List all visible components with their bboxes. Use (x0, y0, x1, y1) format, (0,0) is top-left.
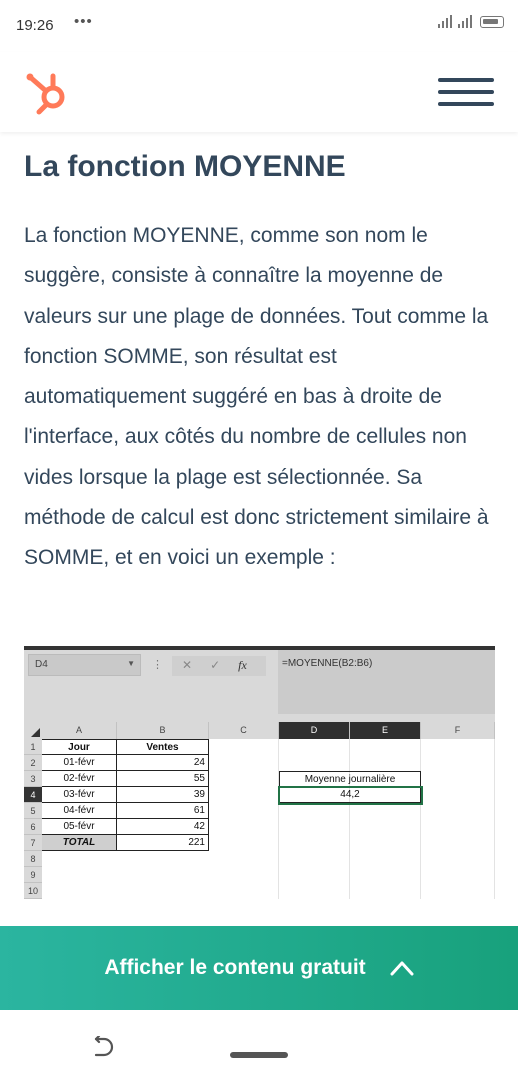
result-label-cell: Moyenne journalière (279, 771, 421, 787)
cta-label: Afficher le contenu gratuit (104, 956, 366, 979)
row-header: 10 (24, 883, 42, 899)
column-header: C (209, 722, 279, 739)
spreadsheet-grid (24, 722, 495, 928)
back-icon[interactable] (92, 1036, 114, 1058)
empty-column (209, 739, 279, 899)
system-nav-bar (0, 1010, 518, 1080)
status-bar (0, 0, 518, 52)
row-header: 5 (24, 803, 42, 819)
table-cell: 39 (117, 787, 209, 803)
table-total-label: TOTAL (42, 835, 117, 851)
empty-column (350, 739, 421, 899)
fx-icon: fx (238, 658, 247, 672)
table-cell: 02-févr (42, 771, 117, 787)
chevron-down-icon: ▼ (127, 659, 135, 668)
row-header: 6 (24, 819, 42, 835)
table-cell: 04-févr (42, 803, 117, 819)
status-time: 19:26 (16, 17, 54, 34)
formula-buttons (172, 656, 266, 676)
hubspot-sprocket-icon[interactable] (24, 67, 72, 115)
battery-icon (480, 16, 504, 28)
table-cell: 42 (117, 819, 209, 835)
free-content-cta-button[interactable] (0, 926, 518, 1010)
check-icon: ✓ (210, 658, 221, 672)
article-paragraph: La fonction MOYENNE, comme son nom le suggère, consiste à connaître la moyenne de valeurs sur une plage de données. Tout comme la fonction SOMME, son résultat est automatiquement suggéré en bas à droite de l'interface, aux côtés du nombre de cellules non vides lorsque la plage est sélectionnée. Sa méthode de calcul est donc strictement similaire à SOMME, et en voici un exemple : (24, 224, 489, 570)
column-header: B (117, 722, 209, 739)
table-cell: 61 (117, 803, 209, 819)
status-icons (438, 14, 504, 28)
row-header: 4 (24, 787, 42, 803)
excel-screenshot (24, 646, 495, 928)
cancel-icon: ✕ (182, 658, 193, 672)
table-cell: 01-févr (42, 755, 117, 771)
hamburger-menu-icon[interactable] (438, 78, 494, 106)
row-header: 9 (24, 867, 42, 883)
empty-column (279, 739, 350, 899)
table-cell: 05-févr (42, 819, 117, 835)
separator-icon: ⋮ (152, 659, 163, 671)
column-headers (24, 722, 495, 739)
row-header: 8 (24, 851, 42, 867)
formula-text: =MOYENNE(B2:B6) (278, 650, 495, 714)
home-pill-icon[interactable] (230, 1052, 288, 1058)
chevron-up-icon (390, 960, 414, 976)
table-cell: 55 (117, 771, 209, 787)
signal-icon (438, 14, 452, 28)
signal-icon (458, 14, 472, 28)
name-box (28, 654, 141, 676)
result-value-cell: 44,2 (279, 787, 421, 803)
table-cell: 24 (117, 755, 209, 771)
table-cell: 03-févr (42, 787, 117, 803)
column-header: F (421, 722, 495, 739)
site-header (0, 52, 518, 132)
column-header: E (350, 722, 421, 739)
row-header: 7 (24, 835, 42, 851)
empty-column (421, 739, 495, 899)
row-header: 1 (24, 739, 42, 755)
table-total-value: 221 (117, 835, 209, 851)
name-box-value: D4 (35, 659, 48, 670)
status-notification-dots: ••• (74, 13, 93, 30)
table-header-cell: Ventes (117, 739, 209, 755)
column-header: D (279, 722, 350, 739)
row-header: 2 (24, 755, 42, 771)
selected-cell-outline (278, 786, 423, 805)
row-header: 3 (24, 771, 42, 787)
column-header: A (42, 722, 117, 739)
select-all-corner (24, 722, 42, 739)
table-header-cell: Jour (42, 739, 117, 755)
article-title: La fonction MOYENNE (24, 150, 346, 183)
